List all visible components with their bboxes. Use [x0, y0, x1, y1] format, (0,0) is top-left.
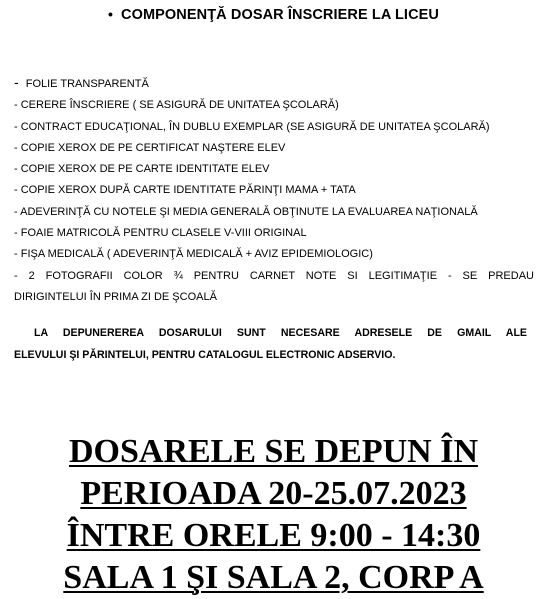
announce-line: SALA 1 ŞI SALA 2, CORP A [63, 559, 484, 596]
list-item: - CONTRACT EDUCAŢIONAL, ÎN DUBLU EXEMPLAR (SE ASIGURĂ DE UNITATEA ŞCOLARĂ) [14, 120, 490, 133]
list-dash: - [14, 74, 19, 90]
document-list [14, 72, 534, 308]
list-item: - ADEVERINŢĂ CU NOTELE ŞI MEDIA GENERALĂ OBŢINUTE LA EVALUAREA NAŢIONALĂ [14, 205, 478, 218]
list-item: - COPIE XEROX DE PE CERTIFICAT NAŞTERE ELEV [14, 141, 286, 154]
list-item-text: FOLIE TRANSPARENTĂ [25, 78, 149, 90]
list-item: - COPIE XEROX DE PE CARTE IDENTITATE ELEV [14, 163, 270, 176]
title-bullet: • [108, 6, 114, 22]
announce-line: ÎNTRE ORELE 9:00 - 14:30 [66, 517, 481, 554]
list-item-photos: - 2 FOTOGRAFII COLOR ¾ PENTRU CARNET NOTE SI LEGITIMAŢIE - SE PREDAU [14, 269, 534, 282]
list-item: - COPIE XEROX DUPĂ CARTE IDENTITATE PĂRINŢI MAMA + TATA [14, 184, 356, 197]
page-title [0, 6, 547, 23]
announce-line: PERIOADA 20-25.07.2023 [80, 475, 467, 512]
list-item-photos-cont: DIRIGINTELUI ÎN PRIMA ZI DE ŞCOALĂ [14, 290, 217, 303]
title-text: COMPONENŢĂ DOSAR ÎNSCRIERE LA LICEU [121, 7, 439, 23]
gmail-note [14, 322, 527, 366]
announce-line: DOSARELE SE DEPUN ÎN [68, 433, 479, 470]
note-line: ELEVULUI ŞI PĂRINTELUI, PENTRU CATALOGUL ELECTRONIC ADSERVIO. [14, 349, 396, 361]
note-line: LA DEPUNEREREA DOSARULUI SUNT NECESARE ADRESELE DE GMAIL ALE [34, 327, 527, 339]
list-item: - CERERE ÎNSCRIERE ( SE ASIGURĂ DE UNITATEA ŞCOLARĂ) [14, 99, 339, 112]
deadline-announcement [0, 431, 547, 599]
list-item: - FOAIE MATRICOLĂ PENTRU CLASELE V-VIII ORIGINAL [14, 227, 307, 240]
list-item-folder [14, 72, 534, 95]
list-item: - FIŞA MEDICALĂ ( ADEVERINŢĂ MEDICALĂ + AVIZ EPIDEMIOLOGIC) [14, 248, 373, 261]
